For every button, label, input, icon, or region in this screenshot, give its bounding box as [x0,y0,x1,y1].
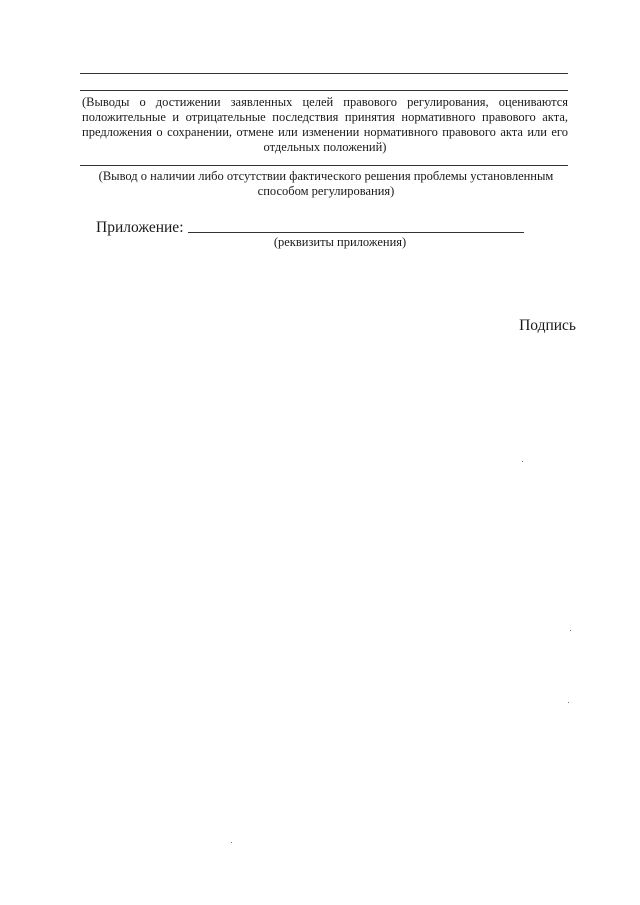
scan-speck [522,461,523,462]
caption-goals-conclusions: (Выводы о достижении заявленных целей правового регулирования, оцениваются положительные и отрицательные последствия принятия нормативного правового акта, предложения о сохранении, отмене или изменении нормативного правового акта или его отдельных положений) [82,95,568,154]
scan-speck [568,702,569,703]
attachment-fill-line [188,232,524,233]
scan-speck [231,842,232,843]
attachment-caption: (реквизиты приложения) [273,235,407,249]
top-fill-line-2 [80,90,568,91]
scan-speck [570,630,571,631]
caption-solution-conclusion: (Вывод о наличии либо отсутствии фактического решения проблемы установленным способом регулирования) [98,169,554,198]
signature-label: Подпись [519,317,576,334]
solution-fill-line [80,165,568,166]
attachment-label: Приложение: [96,219,184,236]
top-fill-line-1 [80,73,568,74]
